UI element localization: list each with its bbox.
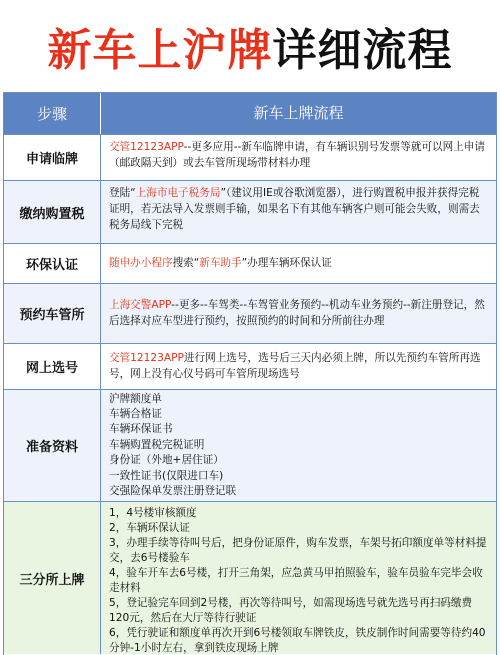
list-item: 车辆合格证: [109, 408, 162, 421]
step-text: 进行网上选号，选号后三天内必须上牌，所以先预约车管所再选号，网上没有心仪号码可车管所现场选号: [109, 351, 481, 380]
list-item: 1，4号楼审核额度: [109, 507, 197, 519]
table-row: [4, 344, 496, 390]
table-row: [4, 284, 496, 344]
step-label: 准备资料: [4, 390, 101, 501]
list-item: 沪牌额度单: [109, 392, 162, 405]
list-item: 一致性证书(仅限进口车): [109, 469, 224, 482]
app-name: 上海交警APP: [109, 298, 172, 311]
list-item: 4，验车开车去6号楼，打开三角架，应急黄马甲拍照验车，验车员验车完毕会收走材料: [109, 567, 483, 595]
list-item: 3，办理手续等待叫号后，把身份证原件，购车发票，车架号拓印额度单等材料提交，去6号楼验车: [109, 537, 487, 565]
app-name: 交管12123APP: [109, 351, 184, 364]
table-row: [4, 502, 496, 654]
step-text: ”办理车辆环保认证: [241, 256, 332, 269]
website-name: 上海市电子税务局: [135, 187, 221, 199]
step-label: 申请临牌: [4, 135, 101, 180]
step-text-mid: 搜索“: [172, 256, 200, 269]
list-item: 交强险保单发票注册登记联: [109, 484, 237, 497]
list-item: 2，车辆环保认证: [109, 522, 190, 535]
table-row: [4, 181, 496, 244]
header-step: 步骤: [4, 93, 101, 134]
step-label: 缴纳购置税: [4, 181, 101, 243]
list-item: 车辆购置税完税证明: [109, 438, 205, 451]
step-description: [101, 244, 496, 283]
step-text: --更多应用--新车临牌申请，有车辆识别号发票等就可以网上申请（邮政隔天到）或去车管所现场带材料办理: [109, 141, 486, 169]
list-item: 身份证（外地+居住证）: [109, 454, 224, 467]
list-item: 6，凭行驶证和额度单再次开到6号楼领取车牌铁皮，铁皮制作时间需要等待约40分钟-1小时左右，拿到铁皮现场上牌: [109, 627, 486, 655]
list-item: 车辆环保证书: [109, 423, 173, 436]
table-row: [4, 135, 496, 181]
step-text: ”（建议用IE或谷歌浏览器），进行购置税申报并获得完税证明，若无法导入发票则手输，如果名下有其他车辆客户则可能会失败，则需去税务局线下完税: [109, 187, 480, 231]
step-description: [101, 344, 496, 389]
document-list: [101, 390, 496, 501]
step-description: [101, 135, 496, 180]
title-banner: [0, 0, 500, 92]
step-label: 网上选号: [4, 344, 101, 389]
step-label: 预约车管所: [4, 284, 101, 343]
list-item: 5，登记验完车回到2号楼，再次等待叫号，如需现场选号就先选号再扫码缴费120元，然后在大厅等待行驶证: [109, 597, 473, 625]
app-name: 随申办小程序: [109, 256, 173, 269]
table-header-row: [4, 93, 496, 135]
step-description: [101, 181, 496, 243]
process-table: [3, 92, 497, 655]
app-feature-name: 新车助手: [199, 256, 242, 269]
step-label: 三分所上牌: [4, 502, 101, 654]
table-row: [4, 390, 496, 502]
step-text: --更多--车驾类--车驾管业务预约--机动车业务预约--新注册登记，然后选择对应车型进行预约，按照预约的时间和分所前往办理: [109, 298, 485, 327]
header-process: 新车上牌流程: [253, 104, 344, 123]
procedure-list: [101, 502, 496, 654]
step-text-prefix: 登陆“: [109, 187, 136, 199]
step-label: 环保认证: [4, 244, 101, 283]
step-description: [101, 284, 496, 343]
title-red-part: 新车上沪牌: [47, 25, 273, 76]
title-dark-part: 详细流程: [272, 25, 453, 76]
app-name: 交管12123APP: [109, 141, 184, 153]
page-title: [48, 14, 453, 78]
table-row: [4, 244, 496, 284]
